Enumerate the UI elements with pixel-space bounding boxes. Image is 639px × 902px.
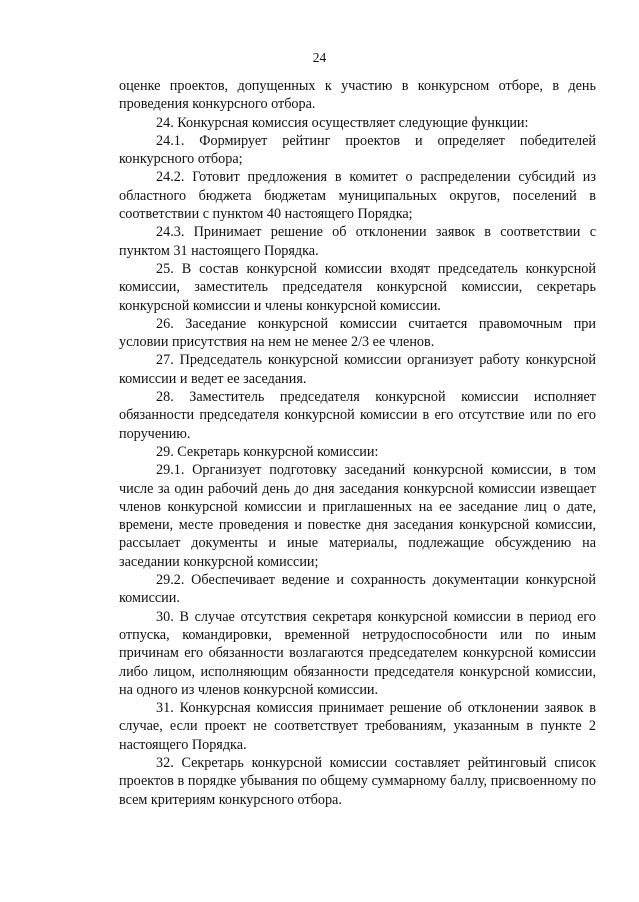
paragraph-29-2: 29.2. Обеспечивает ведение и сохранность документации конкурсной комиссии.: [119, 572, 596, 607]
paragraph-24: 24. Конкурсная комиссия осуществляет следующие функции:: [156, 114, 529, 131]
paragraph-27: 27. Председатель конкурсной комиссии организует работу конкурсной комиссии и ведет ее заседания.: [119, 352, 596, 387]
paragraph-24-2: 24.2. Готовит предложения в комитет о распределении субсидий из областного бюджета бюджетам муниципальных округов, поселений в соответствии с пунктом 40 настоящего Порядка;: [119, 169, 596, 223]
paragraph-30: 30. В случае отсутствия секретаря конкурсной комиссии в период его отпуска, командировки, временной нетрудоспособности или по иным причинам его обязанности возлагаются председателем конкурсной комиссии либо лицом, исполняющим обязанности председателя конкурсной комиссии, на одного из членов конкурсной комиссии.: [119, 608, 596, 698]
paragraph-32: 32. Секретарь конкурсной комиссии составляет рейтинговый список проектов в порядке убывания по общему суммарному баллу, присвоенному по всем критериям конкурсного отбора.: [119, 754, 596, 808]
paragraph-24-1: 24.1. Формирует рейтинг проектов и определяет победителей конкурсного отбора;: [119, 132, 596, 168]
paragraph-continuation: оценке проектов, допущенных к участию в конкурсном отборе, в день проведения конкурсного отбора.: [119, 78, 596, 113]
paragraph-31: 31. Конкурсная комиссия принимает решение об отклонении заявок в случае, если проект не соответствует требованиям, указанным в пункте 2 настоящего Порядка.: [119, 700, 596, 753]
paragraph-29: 29. Секретарь конкурсной комиссии:: [156, 443, 379, 460]
paragraph-29-1: 29.1. Организует подготовку заседаний конкурсной комиссии, в том числе за один рабочий день до дня заседания конкурсной комиссии извещает членов конкурсной комиссии и приглашенных на ее заседание лиц о дате, времени, месте проведения и повестке дня заседания конкурсной комиссии, рассылает документы и иные материалы, подлежащие обсуждению на заседании конкурсной комиссии;: [119, 462, 596, 570]
page-number: 24: [312, 50, 327, 65]
paragraph-25: 25. В состав конкурсной комиссии входят председатель конкурсной комиссии, заместитель председателя конкурсной комиссии, секретарь конкурсной комиссии и члены конкурсной комиссии.: [119, 260, 596, 314]
paragraph-24-3: 24.3. Принимает решение об отклонении заявок в соответствии с пунктом 31 настоящего Порядка.: [119, 224, 596, 259]
paragraph-28: 28. Заместитель председателя конкурсной комиссии исполняет обязанности председателя конкурсной комиссии в его отсутствие или по его поручению.: [119, 389, 596, 442]
document-body: [119, 77, 596, 809]
paragraph-26: 26. Заседание конкурсной комиссии считается правомочным при условии присутствия на нем не менее 2/3 ее членов.: [119, 315, 596, 351]
